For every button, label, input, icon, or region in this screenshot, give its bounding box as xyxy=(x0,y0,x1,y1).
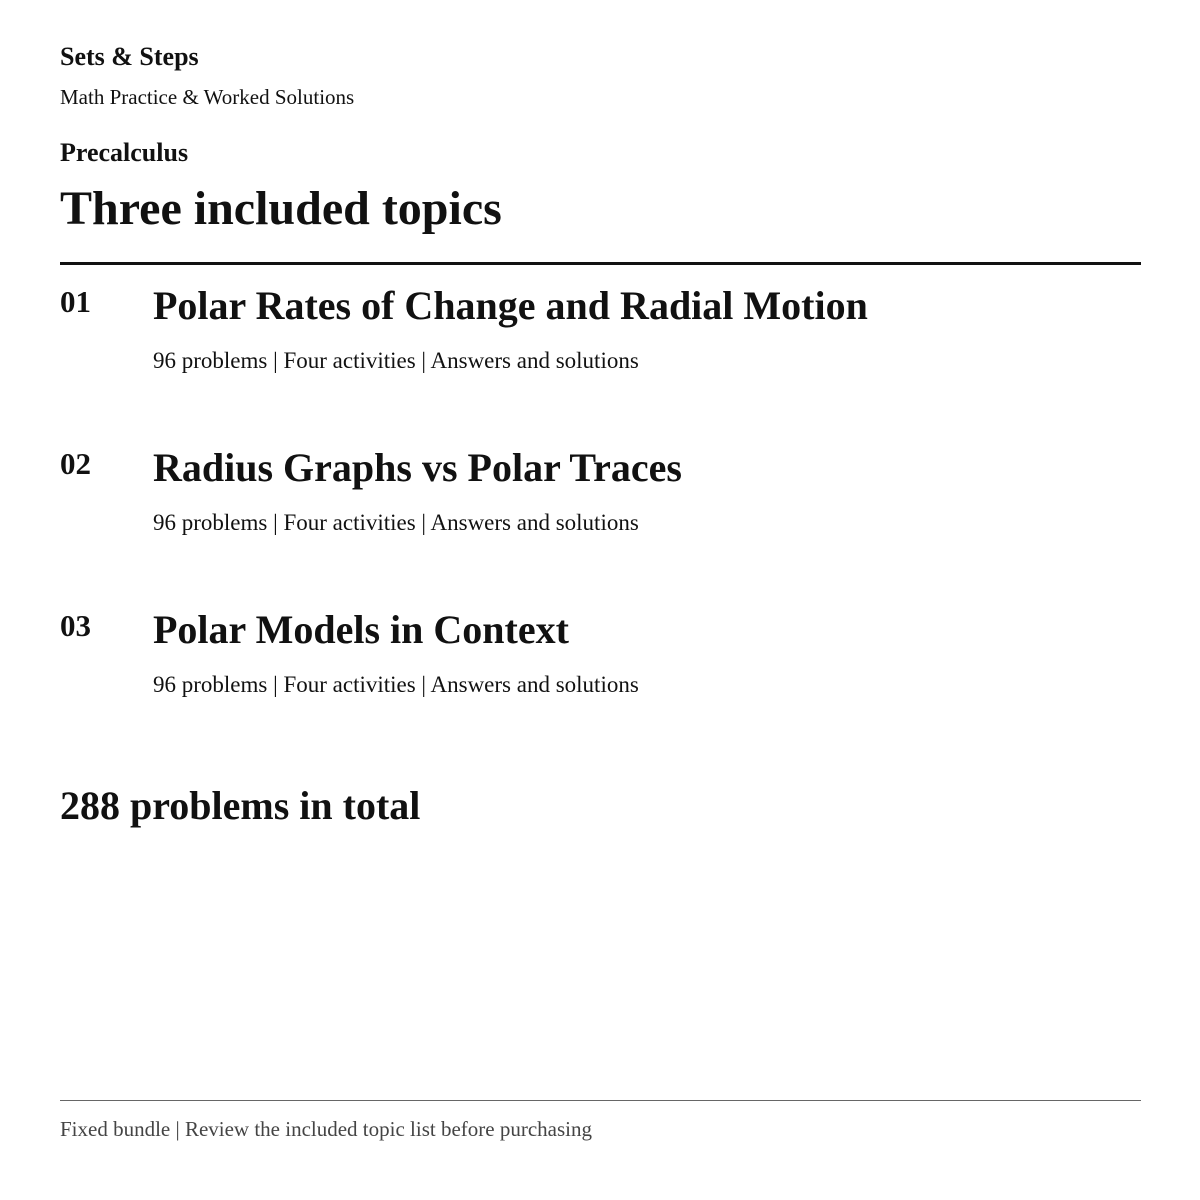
footer-note: Fixed bundle | Review the included topic list before purchasing xyxy=(60,1117,592,1141)
topic-number: 01 xyxy=(60,284,91,319)
subject-label: Precalculus xyxy=(60,138,189,167)
topic-meta: 96 problems | Four activities | Answers and solutions xyxy=(153,348,639,373)
topic-number: 03 xyxy=(60,608,91,643)
topic-item xyxy=(60,446,1141,566)
topic-title: Polar Models in Context xyxy=(153,607,569,652)
topic-number: 02 xyxy=(60,446,91,481)
topic-title: Polar Rates of Change and Radial Motion xyxy=(153,283,868,328)
topic-item xyxy=(60,284,1141,404)
brand-tagline: Math Practice & Worked Solutions xyxy=(60,85,355,109)
topic-item xyxy=(60,608,1141,728)
top-divider xyxy=(60,262,1141,265)
brand-name: Sets & Steps xyxy=(60,42,199,71)
footer-divider xyxy=(60,1100,1141,1101)
topic-meta: 96 problems | Four activities | Answers and solutions xyxy=(153,510,639,535)
topic-meta: 96 problems | Four activities | Answers and solutions xyxy=(153,672,639,697)
page-title: Three included topics xyxy=(60,182,502,235)
topic-title: Radius Graphs vs Polar Traces xyxy=(153,445,682,490)
total-problems: 288 problems in total xyxy=(60,783,421,828)
